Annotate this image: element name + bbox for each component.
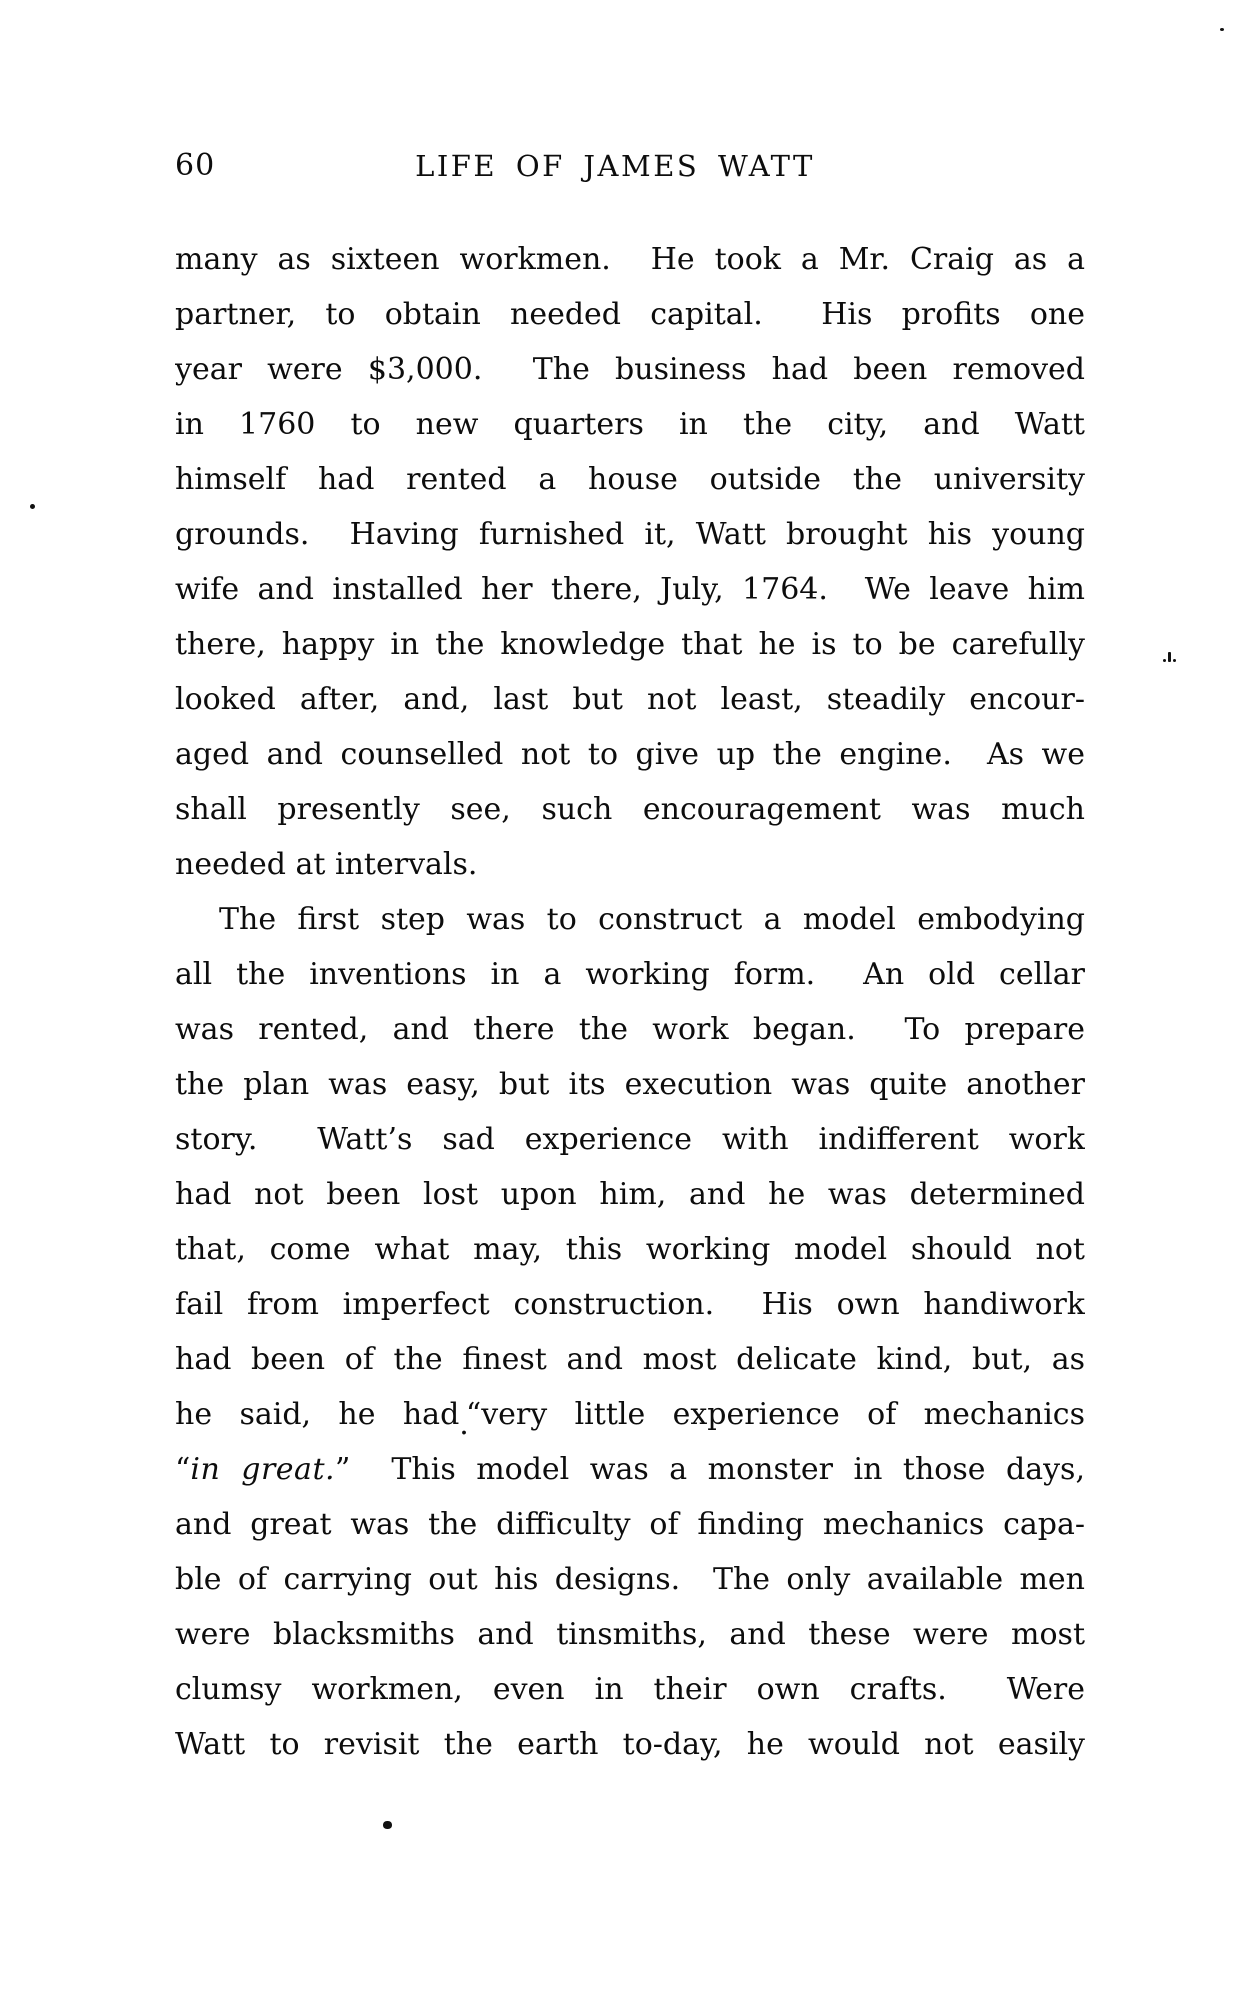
text-segment: .	[459, 1407, 469, 1442]
text-line	[175, 562, 1085, 617]
ink-speck	[1163, 659, 1166, 662]
text-line	[175, 617, 1085, 672]
text-segment: himself had rented a house outside the university	[175, 462, 1085, 497]
text-segment: the plan was easy, but its execution was quite another	[175, 1067, 1085, 1102]
text-segment: ble of carrying out his designs. The only available men	[175, 1562, 1085, 1597]
text-line	[175, 1497, 1085, 1552]
ink-speck	[1168, 652, 1171, 662]
text-segment: “	[175, 1452, 191, 1487]
text-segment: partner, to obtain needed capital. His profits one	[175, 297, 1085, 332]
ink-speck	[1173, 659, 1176, 662]
text-line	[175, 1057, 1085, 1112]
text-segment: needed at intervals.	[175, 847, 478, 882]
text-line	[175, 287, 1085, 342]
text-segment: Watt to revisit the earth to-day, he would not easily	[175, 1727, 1085, 1762]
text-line	[175, 1717, 1085, 1772]
text-line	[175, 947, 1085, 1002]
ink-speck	[1163, 652, 1176, 662]
text-segment: had been of the finest and most delicate kind, but, as	[175, 1342, 1085, 1377]
text-segment: were blacksmiths and tinsmiths, and these were most	[175, 1617, 1085, 1652]
text-line	[175, 507, 1085, 562]
text-segment: that, come what may, this working model should not	[175, 1232, 1085, 1267]
text-segment: grounds. Having furnished it, Watt brought his young	[175, 517, 1085, 552]
running-head-title: LIFE OF JAMES WATT	[415, 149, 815, 183]
text-segment: and great was the difficulty of finding mechanics capa-	[175, 1507, 1085, 1542]
text-line	[175, 1222, 1085, 1277]
text-line	[175, 1662, 1085, 1717]
text-line	[175, 1332, 1085, 1387]
text-line	[175, 342, 1085, 397]
text-segment: shall presently see, such encouragement was much	[175, 792, 1085, 827]
text-segment: was rented, and there the work began. To prepare	[175, 1012, 1085, 1047]
text-segment: many as sixteen workmen. He took a Mr. Craig as a	[175, 242, 1085, 277]
text-segment: in 1760 to new quarters in the city, and Watt	[175, 407, 1085, 442]
text-line	[175, 782, 1085, 837]
text-segment: all the inventions in a working form. An old cellar	[175, 957, 1085, 992]
text-segment: he said, he had	[175, 1397, 460, 1432]
text-line	[175, 1112, 1085, 1167]
text-line	[175, 452, 1085, 507]
text-segment: “very little experience of mechanics	[465, 1397, 1085, 1432]
page-number: 60	[175, 148, 216, 183]
text-segment: there, happy in the knowledge that he is to be carefully	[175, 627, 1085, 662]
text-segment: looked after, and, last but not least, steadily encour-	[175, 682, 1085, 717]
text-line	[175, 727, 1085, 782]
text-segment: had not been lost upon him, and he was determined	[175, 1177, 1085, 1212]
text-segment: in great.	[190, 1452, 336, 1487]
text-segment: aged and counselled not to give up the engine. As we	[175, 737, 1085, 772]
ink-speck	[1220, 28, 1224, 31]
text-line	[175, 1607, 1085, 1662]
text-segment: ” This model was a monster in those days,	[335, 1452, 1085, 1487]
text-segment: wife and installed her there, July, 1764. We leave him	[175, 572, 1085, 607]
text-segment: year were $3,000. The business had been removed	[175, 352, 1085, 387]
body-text	[175, 232, 1085, 1772]
text-line	[175, 1167, 1085, 1222]
text-line	[175, 837, 1085, 892]
text-segment: clumsy workmen, even in their own crafts. Were	[175, 1672, 1085, 1707]
text-line	[175, 1002, 1085, 1057]
text-line	[175, 1552, 1085, 1607]
text-line	[175, 672, 1085, 727]
text-line	[175, 1442, 1085, 1497]
text-segment: story. Watt’s sad experience with indifferent work	[175, 1122, 1085, 1157]
text-line	[175, 892, 1085, 947]
text-segment: The first step was to construct a model embodying	[219, 902, 1085, 937]
text-line	[175, 232, 1085, 287]
ink-speck	[30, 504, 35, 509]
text-line	[175, 397, 1085, 452]
ink-speck	[383, 1821, 392, 1829]
text-segment: fail from imperfect construction. His own handiwork	[175, 1287, 1085, 1322]
text-line	[175, 1387, 1085, 1442]
text-line	[175, 1277, 1085, 1332]
